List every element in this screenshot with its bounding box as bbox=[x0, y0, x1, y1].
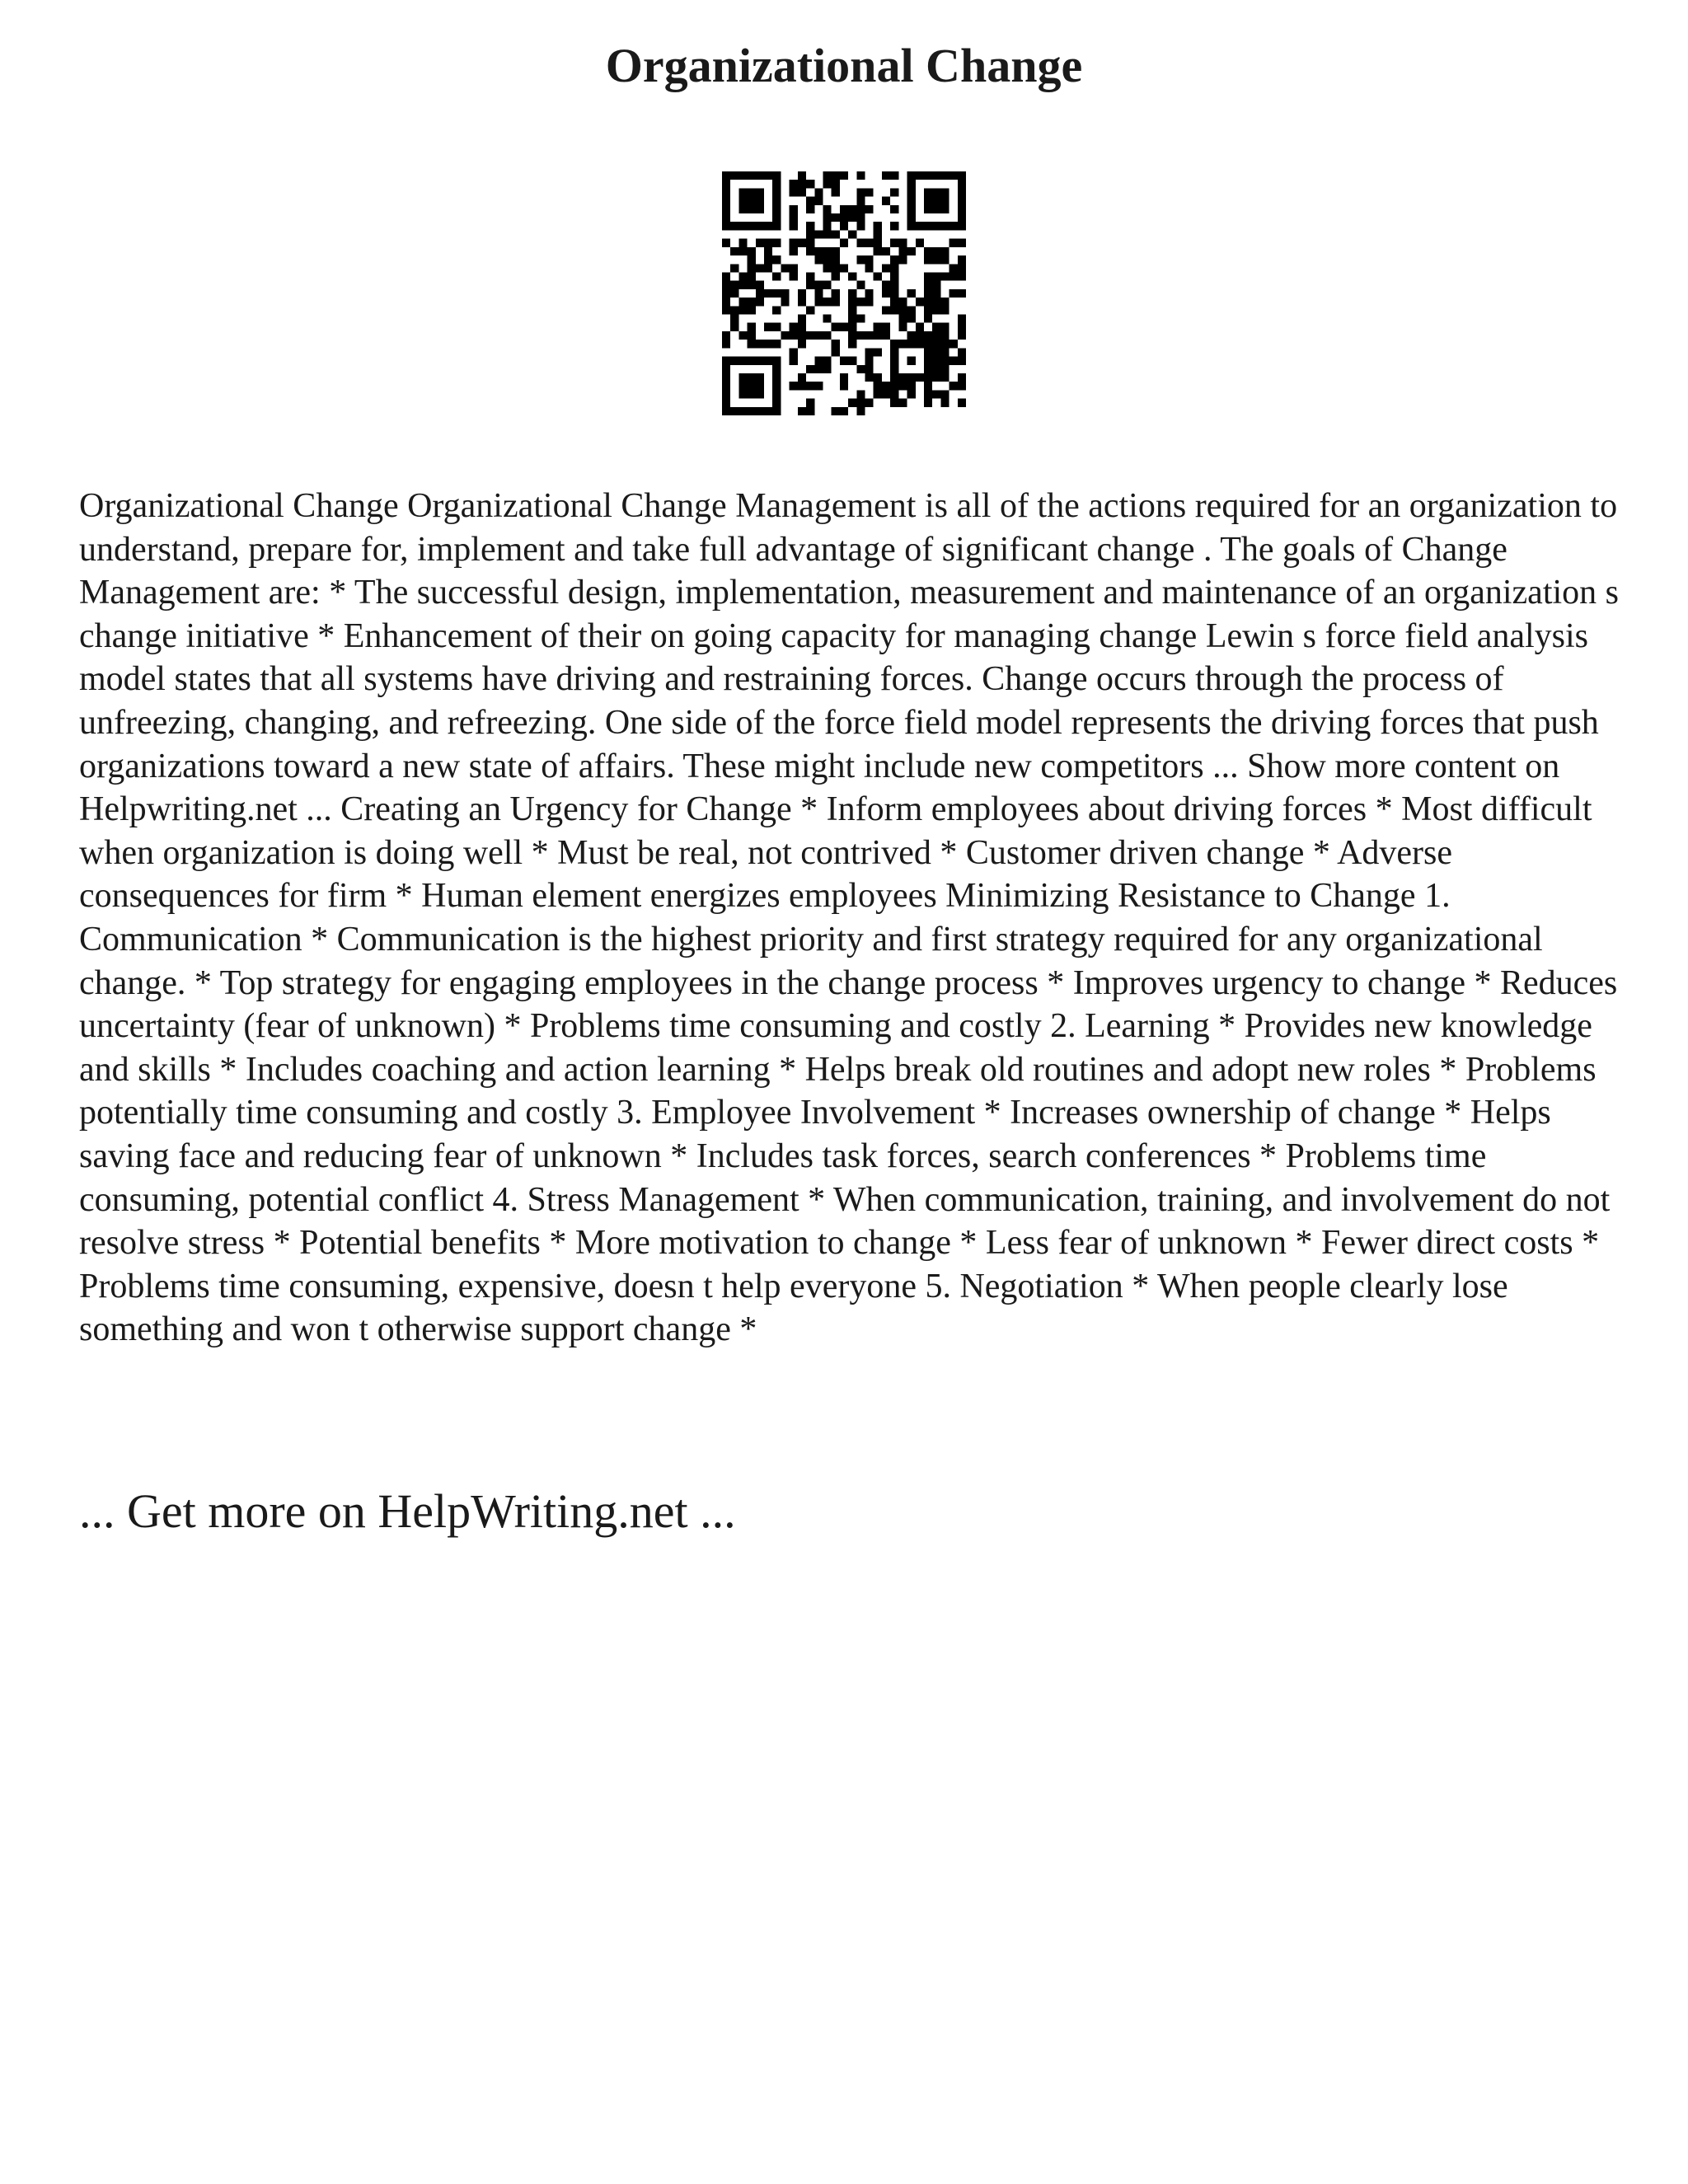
get-more-link[interactable]: ... Get more on HelpWriting.net ... bbox=[79, 1484, 736, 1538]
body-paragraph: Organizational Change Organizational Change Management is all of the actions required for an organization to understand, prepare for, implement and take full advantage of significant change . The goals of Change Management are: * The successful design, implementation, measurement and maintenance of an organization s change initiative * Enhancement of their on going capacity for managing change Lewin s force field analysis model states that all systems have driving and restraining forces. Change occurs through the process of unfreezing, changing, and refreezing. One side of the force field model represents the driving forces that push organizations toward a new state of affairs. These might include new competitors ... Show more content on Helpwriting.net ... Creating an Urgency for Change * Inform employees about driving forces * Most difficult when organization is doing well * Must be real, not contrived * Customer driven change * Adverse consequences for firm * Human element energizes employees Minimizing Resistance to Change 1. Communication * Communication is the highest priority and first strategy required for any organizational change. * Top strategy for engaging employees in the change process * Improves urgency to change * Reduces uncertainty (fear of unknown) * Problems time consuming and costly 2. Learning * Provides new knowledge and skills * Includes coaching and action learning * Helps break old routines and adopt new roles * Problems potentially time consuming and costly 3. Employee Involvement * Increases ownership of change * Helps saving face and reducing fear of unknown * Includes task forces, search conferences * Problems time consuming, potential conflict 4. Stress Management * When communication, training, and involvement do not resolve stress * Potential benefits * More motivation to change * Less fear of unknown * Fewer direct costs * Problems time consuming, expensive, doesn t help everyone 5. Negotiation * When people clearly lose something and won t otherwise support change * bbox=[79, 487, 1619, 1349]
qr-code-icon[interactable] bbox=[722, 171, 966, 415]
page-title: Organizational Change bbox=[605, 39, 1083, 92]
